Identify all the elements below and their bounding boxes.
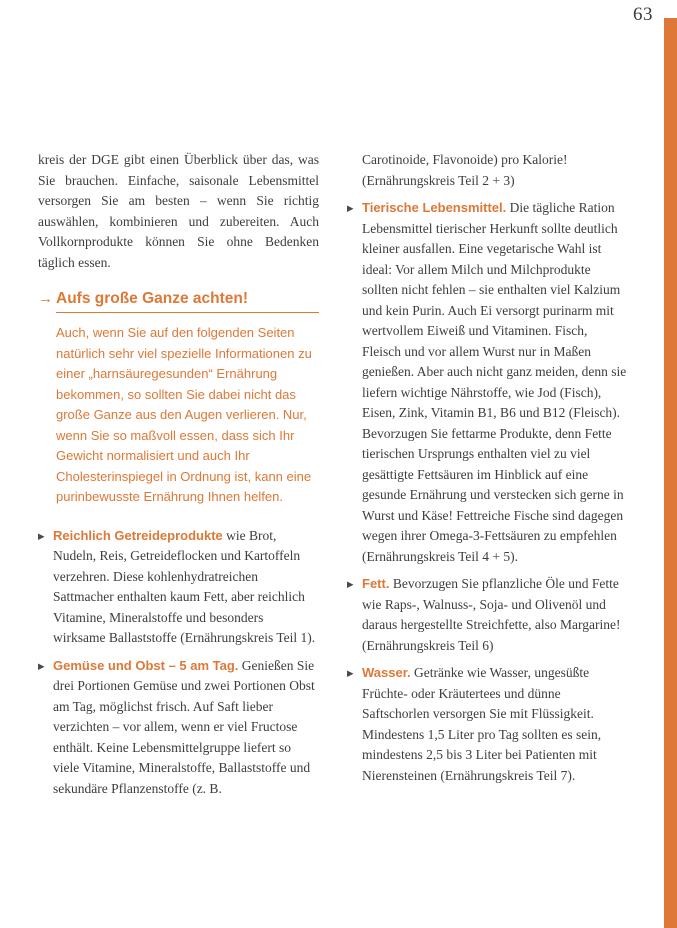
list-item	[347, 663, 628, 786]
list-item	[347, 574, 628, 656]
list-item	[38, 656, 319, 800]
callout-body: Auch, wenn Sie auf den folgenden Seiten natürlich sehr viel spezielle Informationen zu einer „harnsäuregesunden“ Ernährung bekommen, so sollten Sie dabei nicht das große Ganze aus den Augen verlieren. Nur, wenn Sie so maßvoll essen, dass sich Ihr Gewicht normalisiert und auch Ihr Cholesterinspiegel in Ordnung ist, kann eine purinbewusste Ernährung Ihnen helfen.	[56, 325, 312, 504]
bullet-lead: Wasser.	[362, 665, 411, 680]
bullet-body: Bevorzugen Sie pflanzliche Öle und Fette wie Raps-, Walnuss-, Soja- und Olivenöl und daraus hergestellte Streichfette, also Margarine! (Ernährungskreis Teil 6)	[362, 576, 621, 653]
page-number: 63	[633, 4, 653, 25]
bullet-text	[53, 526, 319, 649]
bullet-text	[362, 574, 628, 656]
bullet-body: Getränke wie Wasser, ungesüßte Früchte- oder Kräutertees und dünne Saftschorlen versorgen Sie mit Flüssigkeit. Mindestens 1,5 Liter pro Tag sollten es sein, mindestens 2,5 bis 3 Liter bei Patienten mit Nierensteinen (Ernährungskreis Teil 7).	[362, 665, 602, 783]
callout-title: Aufs große Ganze achten!	[56, 290, 249, 307]
bullet-text	[362, 198, 628, 567]
left-column	[38, 150, 319, 799]
text-columns	[38, 150, 628, 799]
callout-title-wrap	[56, 289, 319, 313]
accent-bar	[664, 18, 677, 928]
callout-heading	[38, 289, 319, 313]
list-item	[38, 526, 319, 649]
triangle-bullet-icon: ▶	[347, 668, 354, 678]
bullet-lead: Tierische Lebensmittel.	[362, 200, 507, 215]
bullet-lead: Fett.	[362, 576, 390, 591]
continuation-paragraph: Carotinoide, Flavonoide) pro Kalorie! (Ernährungskreis Teil 2 + 3)	[362, 152, 568, 188]
bullet-lead: Gemüse und Obst – 5 am Tag.	[53, 657, 239, 673]
right-bullet-list	[347, 198, 628, 786]
triangle-bullet-icon: ▶	[347, 203, 354, 213]
triangle-bullet-icon: ▶	[38, 660, 45, 671]
right-column	[347, 150, 628, 799]
triangle-bullet-icon: ▶	[347, 579, 354, 589]
intro-paragraph: kreis der DGE gibt einen Überblick über das, was Sie brauchen. Einfache, saisonale Lebensmittel versorgen Sie am besten – wenn Sie richtig auswählen, kombinieren und zubereiten. Auch Vollkornprodukte können Sie ohne Bedenken täglich essen.	[38, 152, 319, 270]
bullet-body: Die tägliche Ration Lebensmittel tierischer Herkunft sollte deutlich kleiner ausfallen. Eine vegetarische Wahl ist ideal: Vor allem Milch und Milchprodukte sollten nicht fehlen – sie enthalten viel Kalzium und kein Purin. Auch Ei versorgt purinarm mit wertvollem Eiweiß und Vitaminen. Fisch, Fleisch und vor allem Wurst nur in Maßen genießen. Aber auch nicht ganz meiden, denn sie liefern wichtige Nährstoffe, wie Jod (Fisch), Eisen, Zink, Vitamin B1, B6 und B12 (Fleisch). Bevorzugen Sie fettarme Produkte, denn Fette tierischen Ursprungs enthalten viel zu viel gesättigte Fettsäuren im Hinblick auf eine gesunde Ernährung und verstecken sich gerne in Wurst und Käse! Fettreiche Fische sind dagegen wegen ihrer Omega-3-Fettsäuren zu empfehlen (Ernährungskreis Teil 4 + 5).	[362, 200, 627, 564]
bullet-body: Genießen Sie drei Portionen Gemüse und zwei Portionen Obst am Tag, möglichst frisch. Auf Saft lieber verzichten – vor allem, wenn er viel Fructose enthält. Keine Lebensmittelgruppe liefert so viele Vitamine, Mineralstoffe, Ballaststoffe und sekundäre Pflanzenstoffe (z. B.	[53, 657, 315, 796]
bullet-lead: Reichlich Getreideprodukte	[53, 527, 223, 543]
left-bullet-list	[38, 526, 319, 800]
list-item	[347, 198, 628, 567]
triangle-bullet-icon: ▶	[38, 530, 45, 541]
bullet-text	[53, 656, 319, 800]
bullet-body: wie Brot, Nudeln, Reis, Getreideflocken und Kartoffeln verzehren. Diese kohlenhydratreichen Sattmacher enthalten kaum Fett, aber reichlich Vitamine, Mineralstoffe und besonders wirksame Ballaststoffe (Ernährungskreis Teil 1).	[53, 527, 316, 645]
arrow-right-icon: →	[38, 290, 53, 307]
callout-box	[38, 289, 319, 508]
bullet-text	[362, 663, 628, 786]
callout-rule	[56, 312, 319, 313]
